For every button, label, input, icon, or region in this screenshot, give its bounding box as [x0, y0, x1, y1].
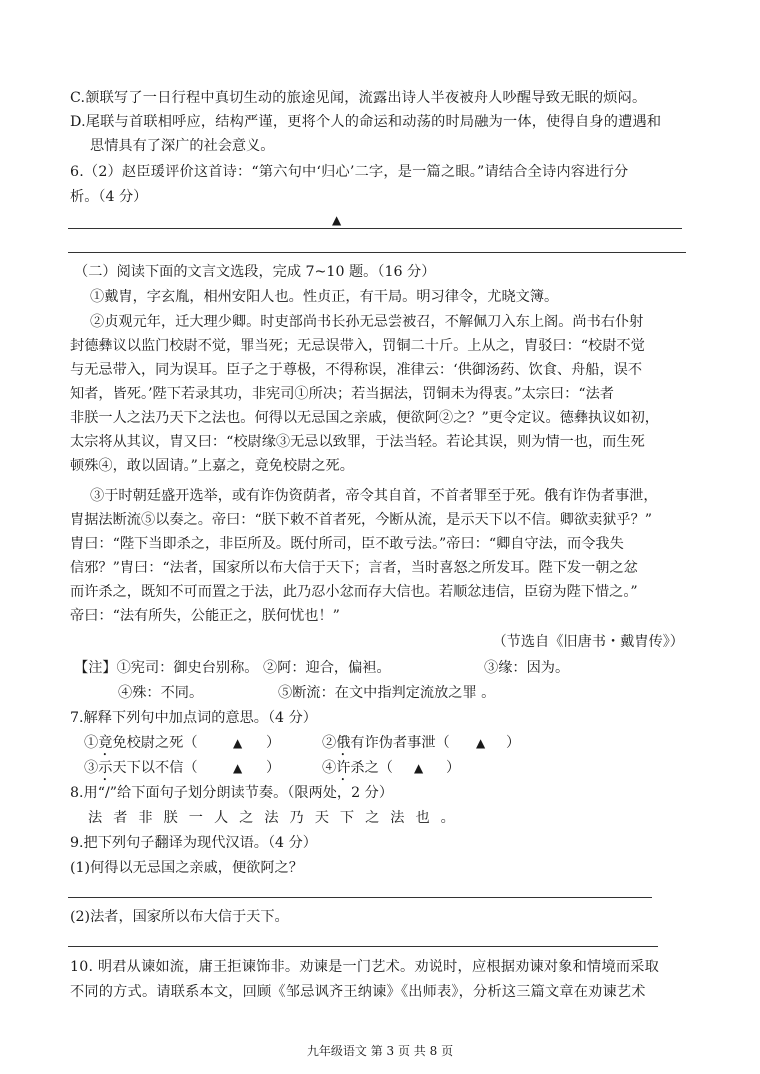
q5-option-d-line1: D.尾联与首联相呼应，结构严谨，更将个人的命运和动荡的时局融为一体，使得自身的遭遇和 — [70, 114, 662, 130]
q7-item-1-marker: ▲ — [233, 736, 243, 750]
passage-p2-line: ②贞观元年，迁大理少卿。时吏部尚书长孙无忌尝被召，不解佩刀入东上阁。尚书右仆射 — [90, 314, 644, 330]
section2-heading: （二）阅读下面的文言文选段，完成 7~10 题。（16 分） — [74, 264, 436, 280]
answer-line-q9-1 — [68, 897, 652, 898]
answer-line-q6-1 — [68, 228, 682, 229]
passage-p3-line: 胄据法断流⑤以奏之。帝曰：“朕下敕不首者死，今断从流，是示天下以不信。卿欲卖狱乎？” — [70, 512, 653, 528]
q7-item-4-marker: ▲ — [414, 761, 424, 775]
q9-stem: 9.把下列句子翻译为现代汉语。（4 分） — [70, 835, 317, 851]
passage-paragraph-1: ①戴胄，字玄胤，相州安阳人也。性贞正，有干局。明习律令，尤晓文簿。 — [90, 289, 559, 305]
notes-line1-b: ③缘：因为。 — [484, 660, 570, 676]
q8-stem: 8.用“/”给下面句子划分朗读节奏。（限两处，2 分） — [70, 785, 394, 801]
q10-stem-line1: 10. 明君从谏如流，庸王拒谏饰非。劝谏是一门艺术。劝说时，应根据劝谏对象和情境而采取 — [70, 959, 659, 975]
q7-item-3-dotted-word: 示 — [98, 760, 113, 776]
passage-p3-line: 帝曰：“法有所失，公能正之，朕何忧也！” — [70, 608, 340, 624]
q7-item-4: ④许杀之（ — [322, 760, 393, 776]
q7-item-3: ③示天下以不信（ — [84, 760, 198, 776]
q7-item-1-close: ） — [266, 735, 281, 751]
q7-item-3-marker: ▲ — [233, 761, 243, 775]
q9-sentence-2: (2)法者，国家所以布大信于天下。 — [70, 909, 289, 925]
passage-p3-line: ③于时朝廷盛开选举，或有诈伪资荫者，帝令其自首，不首者罪至于死。俄有诈伪者事泄， — [90, 488, 658, 504]
q6-answer-marker: ▲ — [332, 213, 342, 227]
q6-stem-line1: 6.（2）赵臣瑗评价这首诗：“第六句中‘归心’二字，是一篇之眼。”请结合全诗内容进行分 — [70, 164, 629, 180]
q10-stem-line2: 不同的方式。请联系本文，回顾《邹忌讽齐王纳谏》《出师表》，分析这三篇文章在劝谏艺术 — [70, 984, 646, 1000]
passage-citation: （节选自《旧唐书・戴胄传》） — [492, 634, 684, 650]
q7-item-2-close: ） — [506, 735, 521, 751]
answer-line-q9-2 — [68, 946, 658, 947]
passage-p3-line: 而许杀之，既知不可而置之于法，此乃忍小忿而存大信也。若顺忿违信，臣窃为陛下惜之。” — [70, 584, 638, 600]
passage-p2-line: 封德彝议以监门校尉不觉，罪当死；无忌误带入，罚铜二十斤。上从之，胄驳曰：“校尉不觉 — [70, 338, 645, 354]
answer-line-q6-2 — [68, 252, 686, 253]
q8-sentence: 法者非朕一人之法乃天下之法也。 — [88, 810, 466, 826]
q5-option-c: C.颔联写了一日行程中真切生动的旅途见闻，流露出诗人半夜被舟人吵醒导致无眠的烦闷。 — [70, 90, 647, 106]
q7-item-2: ②俄有诈伪者事泄（ — [322, 735, 450, 751]
q7-item-3-close: ） — [266, 760, 281, 776]
q7-item-1-dotted-word: 竟 — [98, 735, 113, 751]
q7-stem: 7.解释下列句中加点词的意思。（4 分） — [70, 710, 317, 726]
passage-p2-line: 顿殊④，敢以固请。”上嘉之，竟免校尉之死。 — [70, 458, 354, 474]
notes-line2: ④殊：不同。 — [118, 685, 204, 701]
passage-p3-line: 信邪？”胄曰：“法者，国家所以布大信于天下；言者，当时喜怒之所发耳。陛下发一朝之忿 — [70, 560, 638, 576]
q7-item-2-marker: ▲ — [476, 736, 486, 750]
notes-line2-b: ⑤断流：在文中指判定流放之罪 。 — [278, 685, 496, 701]
q9-sentence-1: (1)何得以无忌国之亲戚，便欲阿之？ — [70, 860, 303, 876]
passage-p2-line: 非朕一人之法乃天下之法也。何得以无忌国之亲戚，便欲阿②之？”更令定议。德彝执议如初， — [70, 410, 659, 426]
passage-p2-line: 知者，皆死。’陛下若录其功，非宪司①所决；若当据法，罚铜未为得衷。”太宗曰：“法者 — [70, 386, 614, 402]
q6-stem-line2: 析。（4 分） — [70, 189, 148, 205]
q7-item-4-dotted-word: 许 — [336, 760, 351, 776]
q7-item-2-dotted-word: 俄 — [336, 735, 351, 751]
passage-p2-line: 太宗将从其议，胄又曰：“校尉缘③无忌以致罪，于法当轻。若论其误，则为情一也，而生死 — [70, 434, 645, 450]
passage-p2-line: 与无忌带入，同为误耳。臣子之于尊极，不得称误，准律云：‘供御汤药、饮食、舟船，误不 — [70, 362, 643, 378]
page-footer: 九年级语文 第 3 页 共 8 页 — [306, 1044, 454, 1058]
q5-option-d-line2: 思情具有了深广的社会意义。 — [90, 138, 275, 154]
notes-line1: 【注】①宪司：御史台别称。 ②阿：迎合，偏袒。 — [74, 660, 391, 676]
passage-p3-line: 胄曰：“陛下当即杀之，非臣所及。既付所司，臣不敢亏法。”帝曰：“卿自守法，而令我失 — [70, 536, 624, 552]
q7-item-4-close: ） — [446, 760, 461, 776]
q7-item-1: ①竟免校尉之死（ — [84, 735, 198, 751]
